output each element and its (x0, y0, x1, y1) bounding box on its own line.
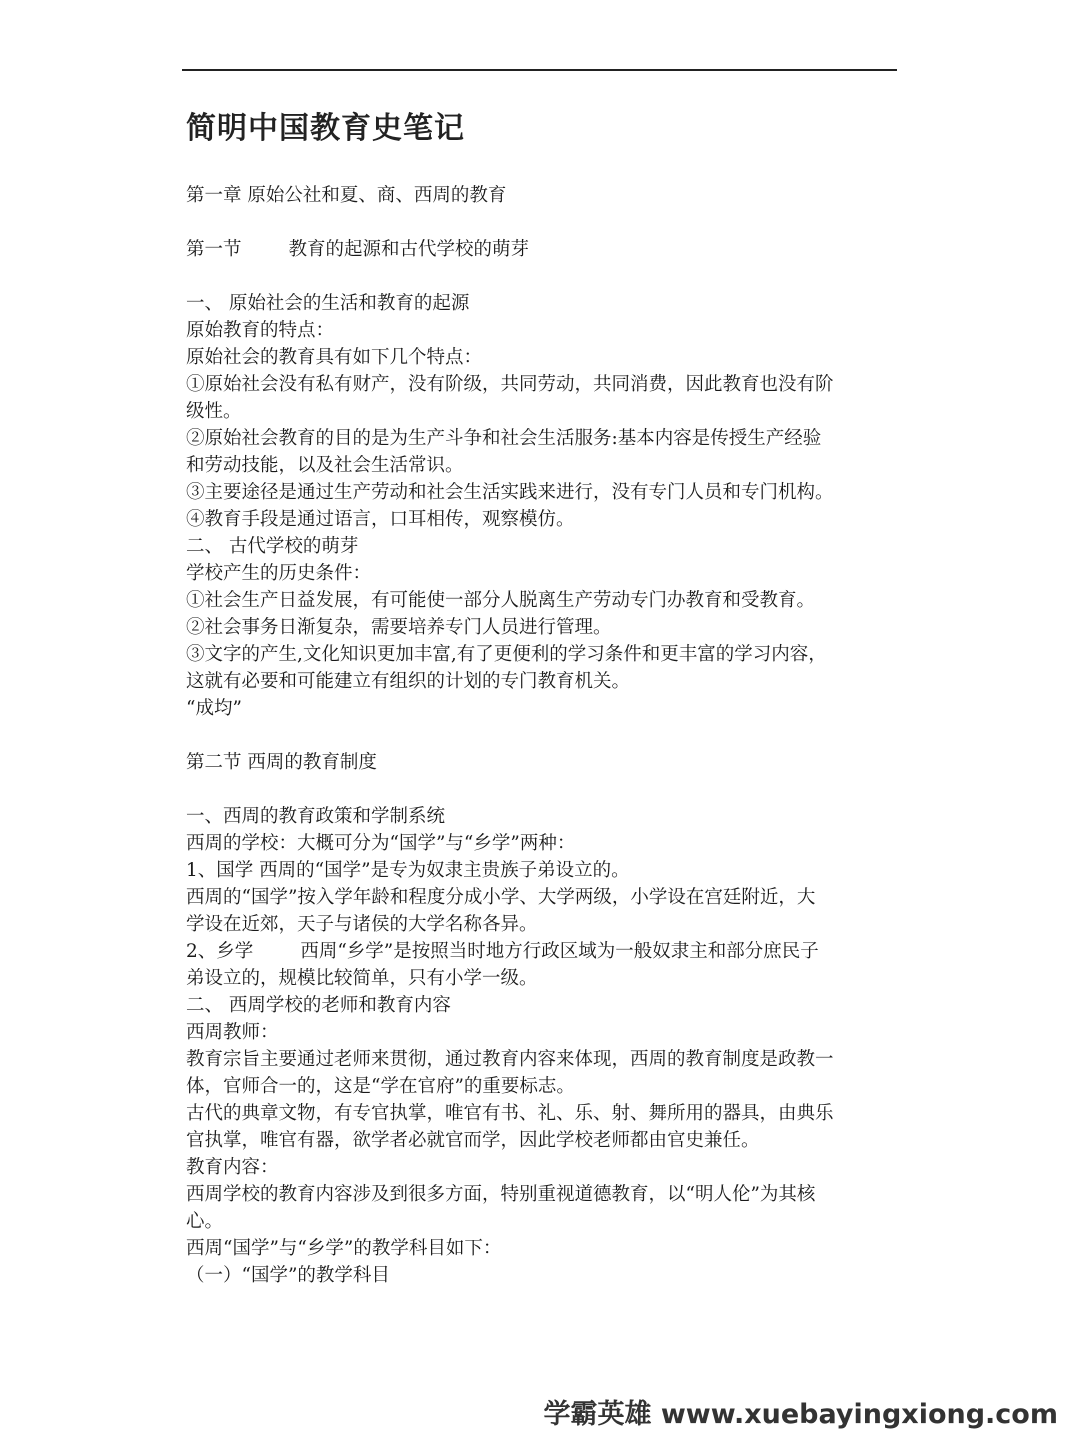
subheading: 二、 西周学校的老师和教育内容 (186, 995, 451, 1016)
paragraph-line: 西周的“国学”按入学年龄和程度分成小学、大学两级，小学设在宫廷附近，大 (186, 887, 816, 908)
chapter-heading: 第一章 原始公社和夏、商、西周的教育 (186, 185, 507, 206)
paragraph-line: 古代的典章文物，有专官执掌，唯官有书、礼、乐、射、舞所用的器具，由典乐 (186, 1103, 834, 1124)
paragraph-line: 心。 (186, 1211, 224, 1232)
paragraph-line: （一）“国学”的教学科目 (186, 1265, 390, 1286)
subheading: 二、 古代学校的萌芽 (186, 536, 359, 557)
paragraph-line: 西周教师： (186, 1022, 279, 1043)
paragraph-line: 西周的学校：大概可分为“国学”与“乡学”两种： (186, 833, 576, 854)
paragraph-line: 这就有必要和可能建立有组织的计划的专门教育机关。 (186, 671, 631, 692)
paragraph-line: 学设在近郊，天子与诸侯的大学名称各异。 (186, 914, 538, 935)
paragraph-line: 原始教育的特点： (186, 320, 335, 341)
section-heading-2: 第二节 西周的教育制度 (186, 752, 377, 773)
site-watermark: 学霸英雄 www.xuebayingxiong.com (543, 1399, 1058, 1430)
paragraph-line: 教育宗旨主要通过老师来贯彻，通过教育内容来体现，西周的教育制度是政教一 (186, 1049, 834, 1070)
paragraph-line: 官执掌，唯官有器，欲学者必就官而学，因此学校老师都由官史兼任。 (186, 1130, 760, 1151)
document-title: 简明中国教育史笔记 (186, 111, 465, 146)
paragraph-line: 弟设立的，规模比较简单，只有小学一级。 (186, 968, 538, 989)
section-heading-1: 第一节 教育的起源和古代学校的萌芽 (186, 239, 530, 260)
subheading: 一、 原始社会的生活和教育的起源 (186, 293, 470, 314)
paragraph-line: 原始社会的教育具有如下几个特点： (186, 347, 483, 368)
paragraph-line: 和劳动技能，以及社会生活常识。 (186, 455, 464, 476)
paragraph-line: ③主要途径是通过生产劳动和社会生活实践来进行，没有专门人员和专门机构。 (186, 482, 834, 503)
document-body (186, 108, 901, 1289)
subheading: 一、西周的教育政策和学制系统 (186, 806, 446, 827)
paragraph-line: 西周学校的教育内容涉及到很多方面，特别重视道德教育，以“明人伦”为其核 (186, 1184, 816, 1205)
paragraph-line: ②社会事务日渐复杂，需要培养专门人员进行管理。 (186, 617, 612, 638)
paragraph-line: 2、乡学 西周“乡学”是按照当时地方行政区域为一般奴隶主和部分庶民子 (186, 941, 819, 962)
paragraph-line: ②原始社会教育的目的是为生产斗争和社会生活服务:基本内容是传授生产经验 (186, 428, 822, 449)
paragraph-line: 级性。 (186, 401, 242, 422)
paragraph-line: 学校产生的历史条件： (186, 563, 372, 584)
paragraph-line: “成均” (186, 698, 242, 719)
paragraph-line: ①社会生产日益发展，有可能使一部分人脱离生产劳动专门办教育和受教育。 (186, 590, 816, 611)
paragraph-line: 教育内容： (186, 1157, 279, 1178)
paragraph-line: 西周“国学”与“乡学”的教学科目如下： (186, 1238, 502, 1259)
paragraph-line: ①原始社会没有私有财产，没有阶级，共同劳动，共同消费，因此教育也没有阶 (186, 374, 834, 395)
header-rule (182, 69, 897, 71)
paragraph-line: 体，官师合一的，这是“学在官府”的重要标志。 (186, 1076, 575, 1097)
paragraph-line: 1、国学 西周的“国学”是专为奴隶主贵族子弟设立的。 (186, 860, 630, 881)
paragraph-line: ④教育手段是通过语言，口耳相传，观察模仿。 (186, 509, 575, 530)
paragraph-line: ③文字的产生,文化知识更加丰富,有了更便利的学习条件和更丰富的学习内容， (186, 644, 827, 665)
